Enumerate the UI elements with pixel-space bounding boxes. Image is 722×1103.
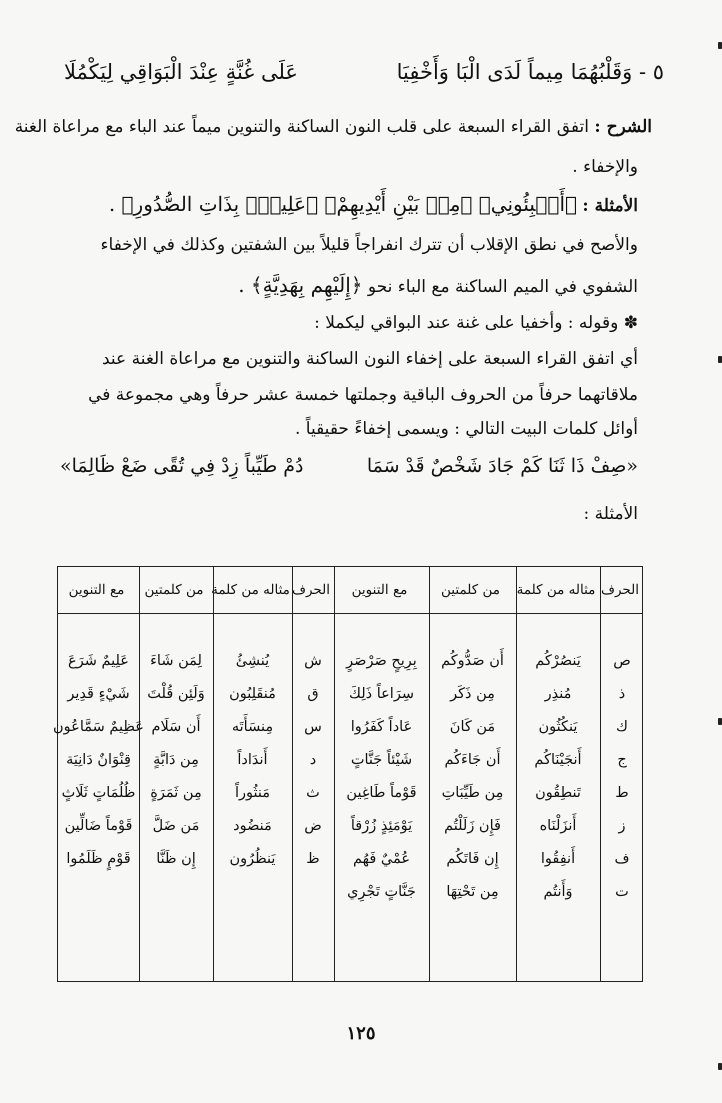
examples-table: [53, 566, 643, 982]
table-cell: شَيْءٍ قَدِير: [67, 686, 130, 702]
table-cell: أَن جَاءَكُم: [444, 752, 501, 768]
table-cell: يَنصُرْكُم: [535, 653, 581, 669]
table-cell: يَنكُثُون: [538, 719, 578, 735]
table-cell: مَنثُوراً: [234, 785, 271, 801]
table-header-cell: من كلمتين: [441, 582, 500, 598]
explanation-line-2: والإخفاء .: [572, 157, 638, 177]
examples-label: الأمثلة :: [582, 196, 638, 216]
paragraph-line-3: أوائل كلمات البيت التالي : ويسمى إخفاءً حقيقياً .: [294, 419, 638, 439]
table-cell: س: [304, 719, 322, 735]
table-header-cell: من كلمتين: [144, 582, 204, 598]
examples-ayat: ﴿أَنۢبِئُونِي﴾ ﴿مِنۢ بَيْنِ أَيْدِيهِمْ﴾ ﴿عَلِيمٌۢ بِذَاتِ الصُّدُورِ﴾ .: [108, 192, 577, 216]
table-cell: مِنسَأَتَه: [231, 719, 274, 735]
table-cell: يُنشِئُ: [235, 653, 270, 669]
table-cell: ظُلُمَاتٍ ثَلَاثٍ: [61, 785, 136, 801]
table-cell: مُنذِر: [544, 686, 572, 702]
table-column-divider: [139, 567, 140, 981]
table-cell: ض: [304, 818, 322, 834]
table-cell: ت: [615, 884, 629, 900]
examples-line: [109, 193, 638, 217]
table-cell: ش: [304, 653, 322, 669]
table-column-divider: [213, 567, 214, 981]
note-line-1: والأصح في نطق الإقلاب أن تترك انفراجاً قليلاً بين الشفتين وكذلك في الإخفاء: [100, 235, 638, 255]
note-line-2: [238, 274, 638, 298]
table-cell: جَنَّاتٍ تَجْرِي: [347, 884, 416, 900]
table-cell: قَوْماً طَاغِين: [346, 785, 417, 801]
note-ayah: ﴿إِلَيْهِم بِهَدِيَّةٍ﴾ .: [238, 273, 363, 297]
verse-first-hemistich: ٥ - وَقَلْبُهُمَا مِيماً لَدَى الْبَا وَأَخْفِيَا: [396, 60, 664, 84]
table-cell: مِن طَيِّبَاتِ: [441, 785, 504, 801]
table-cell: مُنقَلِبُون: [229, 686, 276, 702]
page-edge-mark: [718, 1063, 722, 1070]
table-cell: مِن ذَكَر: [450, 686, 495, 702]
table-cell: وَلَئِن قُلْتَ: [147, 686, 205, 702]
table-header-cell: مثاله من كلمة: [211, 582, 290, 598]
table-cell: ج: [617, 752, 627, 768]
table-cell: فَإِن زَلَلْتُم: [444, 818, 501, 834]
table-cell: أَن سَلَام: [151, 719, 201, 735]
table-cell: ق: [307, 686, 319, 702]
table-cell: عَظِيمٌ سَمَّاعُون: [53, 719, 144, 735]
table-cell: أَنفِقُوا: [540, 851, 576, 867]
paragraph-line-1: أي اتفق القراء السبعة على إخفاء النون الساكنة والتنوين مع مراعاة الغنة عند: [101, 349, 638, 369]
explanation-text-1: اتفق القراء السبعة على قلب النون الساكنة والتنوين ميماً عند الباء مع مراعاة الغنة: [14, 117, 589, 137]
table-header-cell: الحرف: [291, 582, 331, 598]
table-cell: بِرِيحٍ صَرْصَرٍ: [346, 653, 417, 669]
table-cell: سِرَاعاً ذَلِكَ: [349, 686, 414, 702]
table-header-cell: مع التنوين: [68, 582, 125, 598]
table-cell: ص: [613, 653, 631, 669]
table-cell: وَأَنتُم: [543, 884, 573, 900]
table-header-cell: مع التنوين: [351, 582, 408, 598]
explanation-line-1: [15, 118, 652, 138]
table-cell: ط: [615, 785, 629, 801]
table-cell: مِن ثَمَرَةٍ: [150, 785, 202, 801]
table-cell: شَيْئاً جَنَّاتٍ: [350, 752, 413, 768]
table-cell: يَنظُرُون: [229, 851, 276, 867]
table-cell: ث: [306, 785, 320, 801]
table-cell: د: [309, 752, 317, 768]
page-number: ١٢٥: [346, 1023, 376, 1044]
page-edge-mark: [718, 356, 722, 363]
table-cell: يَوْمَئِذٍ زُرْقاً: [350, 818, 413, 834]
table-cell: تَنطِقُون: [535, 785, 581, 801]
table-header-cell: مثاله من كلمة: [516, 582, 596, 598]
table-header-row: [58, 567, 642, 614]
table-cell: لِمَن شَاءَ: [150, 653, 202, 669]
table-cell: مِن دَابَّةٍ: [153, 752, 199, 768]
table-cell: قَوْماً ضَالِّين: [64, 818, 133, 834]
verse-second-hemistich: عَلَى غُنَّةٍ عِنْدَ الْبَوَاقِي لِيَكْمُلَا: [64, 60, 298, 84]
table-cell: إِن فَاتَكُم: [446, 851, 499, 867]
examples-2-label: الأمثلة :: [583, 504, 638, 524]
table-column-divider: [429, 567, 430, 981]
explanation-label: الشرح :: [594, 117, 652, 137]
table-cell: ك: [616, 719, 628, 735]
paragraph-line-2: ملاقاتهما حرفاً من الحروف الباقية وجملتها خمسة عشر حرفاً وهي مجموعة في: [88, 385, 638, 405]
table-cell: أَن صَدُّوكُم: [441, 653, 504, 669]
note-text-2: الشفوي في الميم الساكنة مع الباء نحو: [367, 277, 638, 297]
table-cell: عَاداً كَفَرُوا: [350, 719, 413, 735]
table-cell: أَنجَيْنَاكُم: [534, 752, 582, 768]
bayt-first: «صِفْ ذَا ثَنَا كَمْ جَادَ شَخْصٌ قَدْ سَمَا: [366, 455, 638, 477]
table-cell: مَن كَانَ: [449, 719, 496, 735]
table-cell: ذ: [618, 686, 626, 702]
table-header-cell: الحرف: [600, 582, 640, 598]
table-cell: أَندَاداً: [237, 752, 268, 768]
bayt-second: دُمْ طَيِّباً زِدْ فِي تُقًى ضَعْ ظَالِمَا»: [60, 455, 304, 477]
page-edge-mark: [718, 718, 722, 725]
table-cell: عُمْيٌ فَهُم: [353, 851, 410, 867]
table-cell: قَوْمٍ ظَلَمُوا: [66, 851, 131, 867]
table-cell: مَن ضَلَّ: [152, 818, 200, 834]
table-column-divider: [516, 567, 517, 981]
table-cell: ز: [618, 818, 626, 834]
table-cell: عَلِيمٌ شَرَعَ: [68, 653, 129, 669]
quote-line: ✽ وقوله : وأخفيا على غنة عند البواقي ليكملا :: [314, 313, 638, 333]
table-cell: ظ: [306, 851, 320, 867]
table-cell: مِن تَحْتِهَا: [446, 884, 499, 900]
table-cell: مَنضُود: [233, 818, 272, 834]
table-cell: ف: [614, 851, 630, 867]
table-column-divider: [292, 567, 293, 981]
table-column-divider: [334, 567, 335, 981]
page-edge-mark: [718, 42, 722, 49]
table-column-divider: [600, 567, 601, 981]
table-cell: قِنْوَانٌ دَانِيَة: [66, 752, 131, 768]
table-cell: إِن ظَنَّا: [156, 851, 196, 867]
table-cell: أَنزَلْنَاه: [539, 818, 577, 834]
